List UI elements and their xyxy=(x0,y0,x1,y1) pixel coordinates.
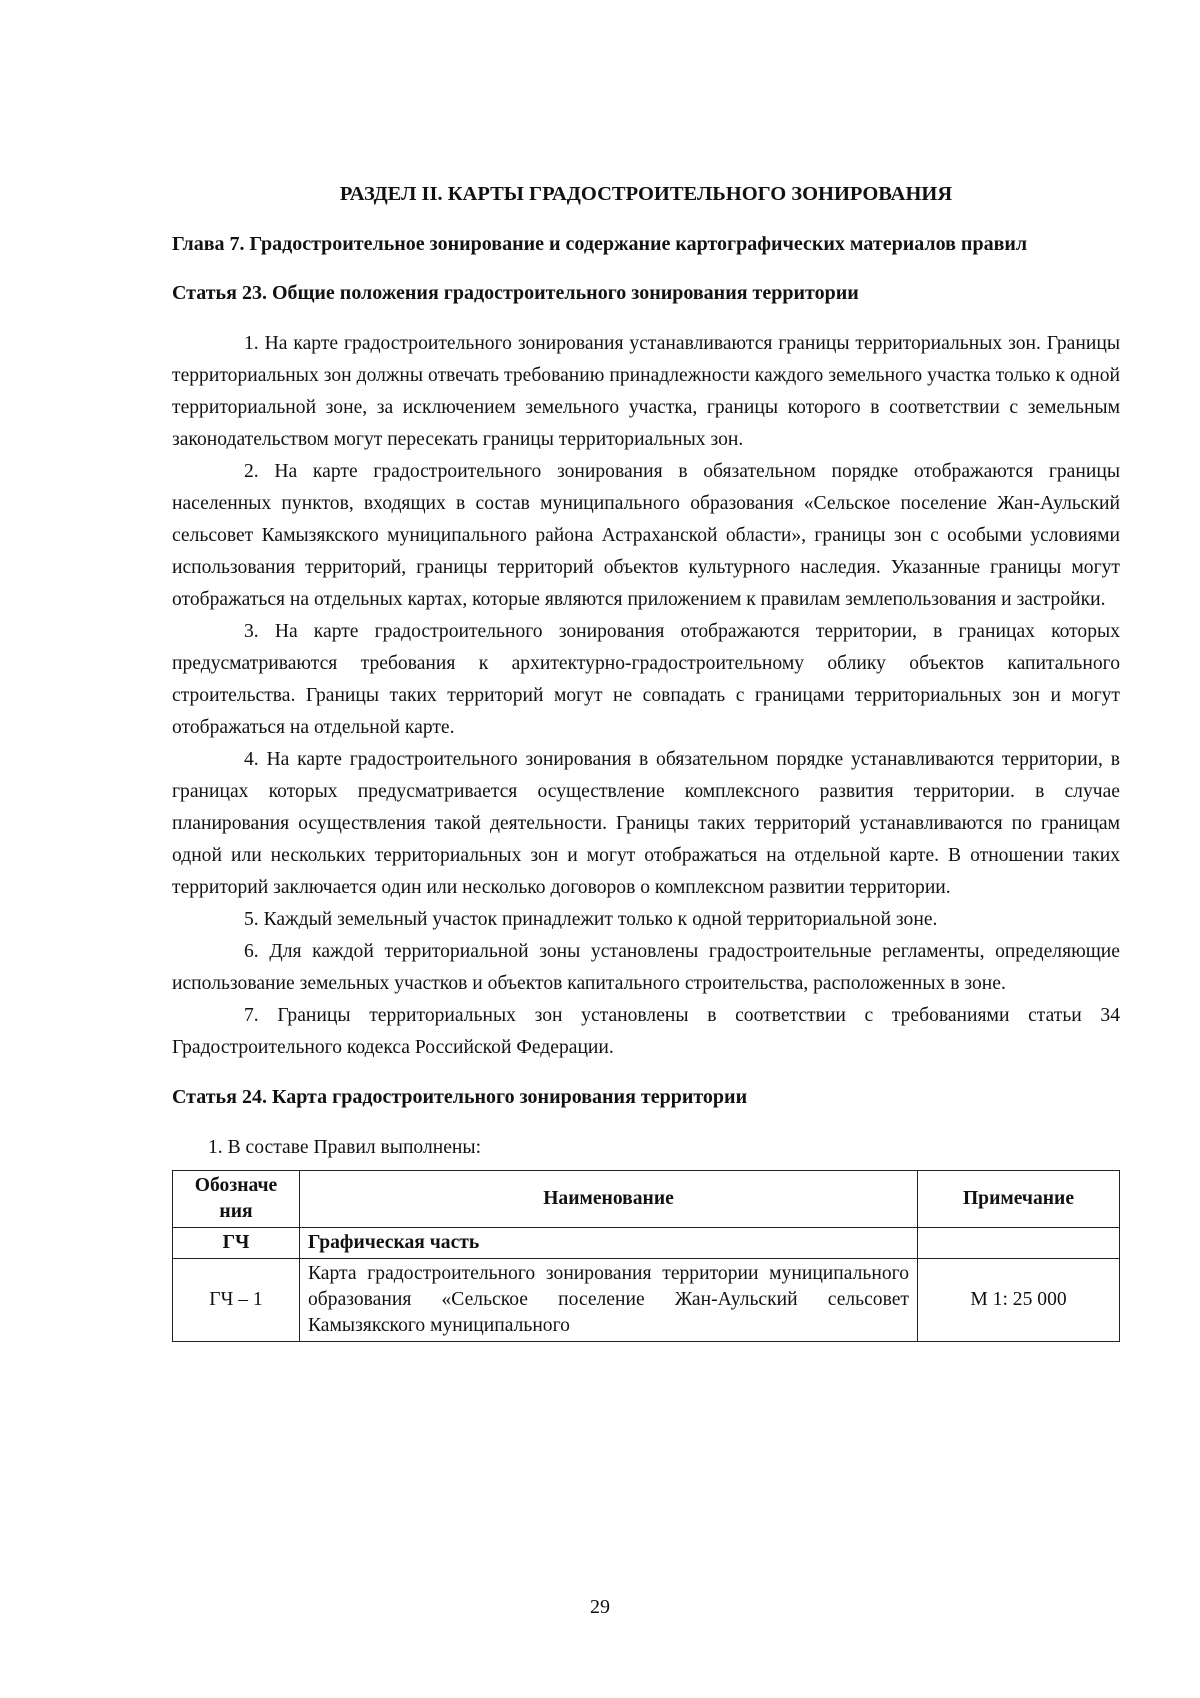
article-23-paragraph-1: 1. На карте градостроительного зонирования устанавливаются границы территориальных зон. Границы территориальных зон должны отвечать требованию принадлежности каждого земельного участка только к одной территориальной зоне, за исключением земельного участка, границы которого в соответствии с земельным законодательством могут пересекать границы территориальных зон. xyxy=(172,333,1120,450)
table-cell-note xyxy=(918,1228,1120,1259)
article-23-paragraph-2: 2. На карте градостроительного зонирования в обязательном порядке отображаются границы населенных пунктов, входящих в состав муниципального образования «Сельское поселение Жан-Аульский сельсовет Камызякского муниципального района Астраханской области», границы зон с особыми условиями использования территорий, границы территорий объектов культурного наследия. Указанные границы могут отображаться на отдельных картах, которые являются приложением к правилам землепользования и застройки. xyxy=(172,461,1120,610)
article-23-paragraph-3: 3. На карте градостроительного зонирования отображаются территории, в границах которых предусматриваются требования к архитектурно-градостроительному облику объектов капитального строительства. Границы таких территорий могут не совпадать с границами территориальных зон и могут отображаться на отдельной карте. xyxy=(172,621,1120,738)
chapter-title: Глава 7. Градостроительное зонирование и содержание картографических материалов правил xyxy=(172,233,1028,255)
article-23-paragraph-7: 7. Границы территориальных зон установлены в соответствии с требованиями статьи 34 Градостроительного кодекса Российской Федерации. xyxy=(172,1005,1120,1058)
table-header-code: Обозначе ния xyxy=(173,1171,300,1228)
table-cell-code: ГЧ – 1 xyxy=(173,1259,300,1342)
article-24-title: Статья 24. Карта градостроительного зонирования территории xyxy=(172,1086,748,1108)
page-content xyxy=(172,178,1120,1342)
table-header-row xyxy=(173,1171,1120,1228)
table-header-name: Наименование xyxy=(300,1171,918,1228)
table-cell-code: ГЧ xyxy=(173,1228,300,1259)
article-23-paragraph-4: 4. На карте градостроительного зонирования в обязательном порядке устанавливаются территории, в границах которых предусматривается осуществление комплексного развития территории. в случае планирования осуществления такой деятельности. Границы таких территорий устанавливаются по границам одной или нескольких территориальных зон и могут отображаться на отдельной карте. В отношении таких территорий заключается один или несколько договоров о комплексном развитии территории. xyxy=(172,749,1120,898)
article-23-title: Статья 23. Общие положения градостроительного зонирования территории xyxy=(172,282,859,304)
article-23-paragraph-5: 5. Каждый земельный участок принадлежит только к одной территориальной зоне. xyxy=(244,909,938,930)
article-24-list-intro: 1. В составе Правил выполнены: xyxy=(208,1137,482,1158)
table-cell-name: Карта градостроительного зонирования территории муниципального образования «Сельское поселение Жан-Аульский сельсовет Камызякского муниципального xyxy=(300,1259,918,1342)
table-row xyxy=(173,1259,1120,1342)
materials-table xyxy=(172,1170,1120,1342)
page-number: 29 xyxy=(590,1596,610,1618)
table-cell-note: М 1: 25 000 xyxy=(918,1259,1120,1342)
article-23-paragraph-6: 6. Для каждой территориальной зоны установлены градостроительные регламенты, определяющие использование земельных участков и объектов капитального строительства, расположенных в зоне. xyxy=(172,941,1120,994)
table-row xyxy=(173,1228,1120,1259)
table-header-note: Примечание xyxy=(918,1171,1120,1228)
section-title: РАЗДЕЛ II. КАРТЫ ГРАДОСТРОИТЕЛЬНОГО ЗОНИРОВАНИЯ xyxy=(339,183,953,205)
table-cell-name: Графическая часть xyxy=(300,1228,918,1259)
